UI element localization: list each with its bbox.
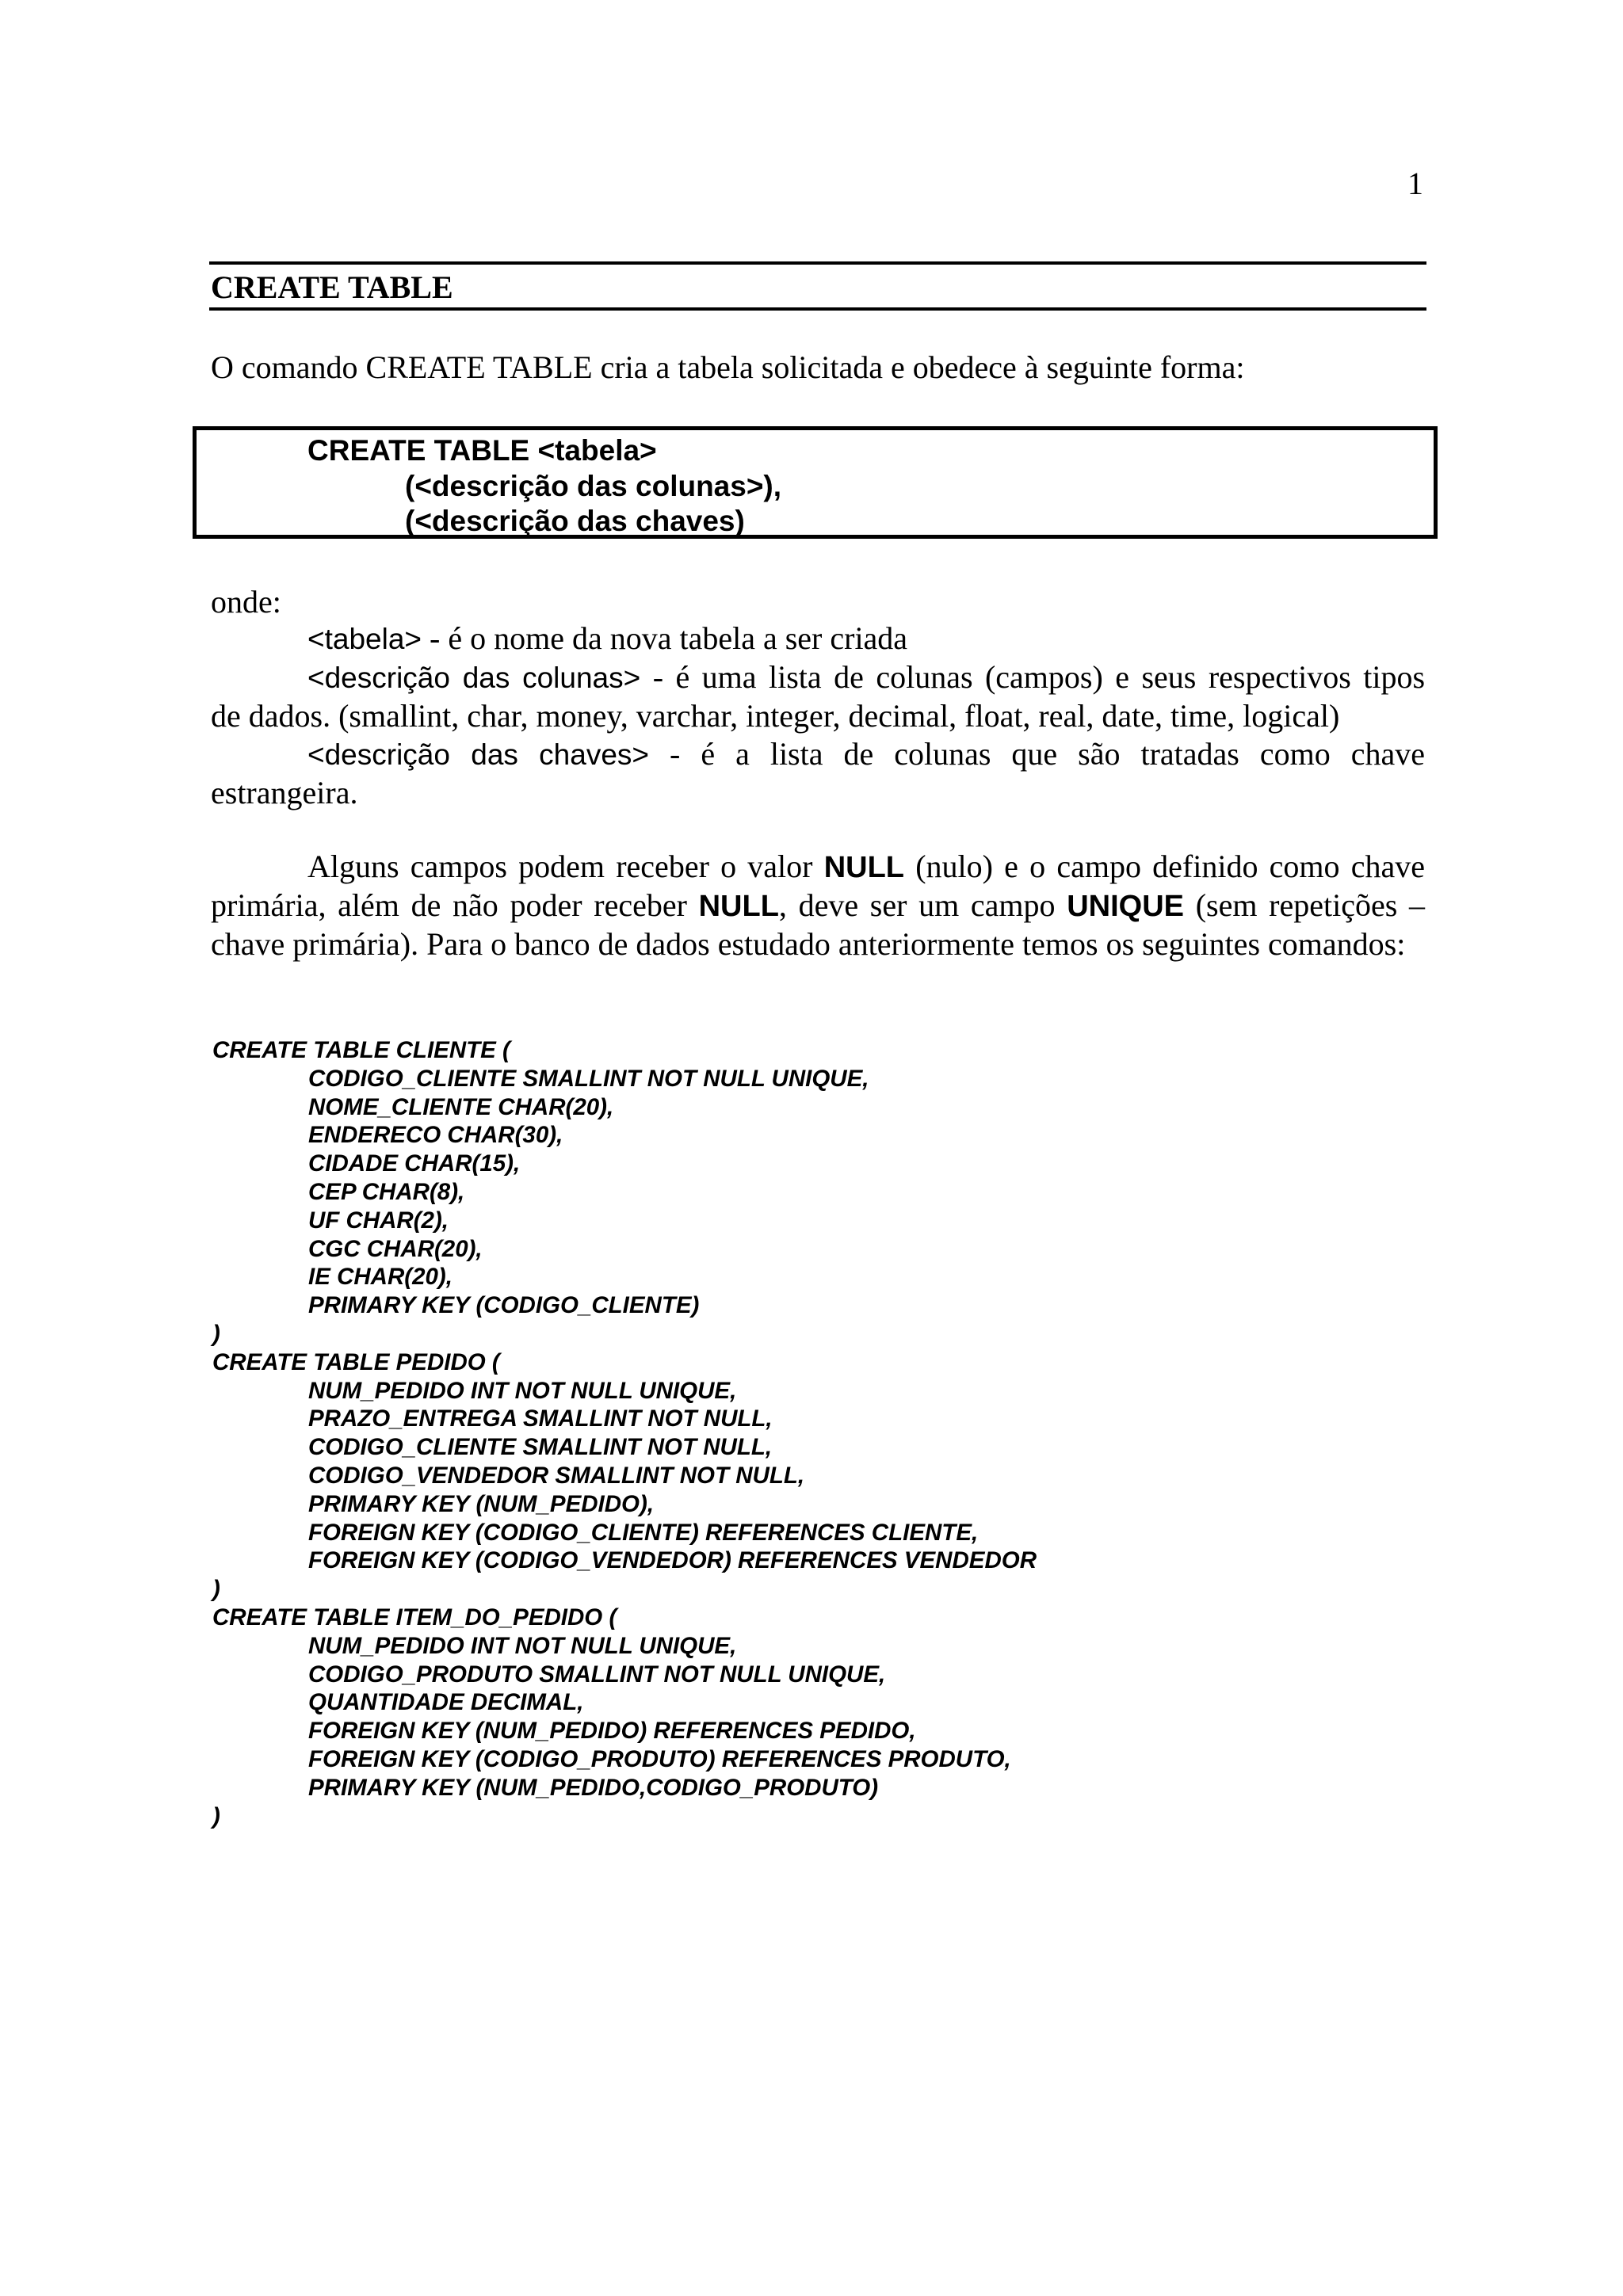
definitions-block: [211, 620, 1425, 812]
definition-tabela: [211, 620, 1425, 658]
definition-chaves: [211, 735, 1425, 774]
code-line: CODIGO_VENDEDOR SMALLINT NOT NULL,: [308, 1462, 805, 1489]
code-line: CREATE TABLE ITEM_DO_PEDIDO (: [212, 1604, 617, 1630]
keyword-unique: UNIQUE: [1067, 890, 1185, 923]
code-line: NOME_CLIENTE CHAR(20),: [308, 1093, 614, 1120]
definition-colunas-text-1: - é uma lista de colunas (campos) e seus respectivos tipos: [640, 659, 1426, 695]
definition-colunas: [211, 658, 1425, 697]
code-line: PRAZO_ENTREGA SMALLINT NOT NULL,: [308, 1405, 773, 1432]
definition-colunas-continued: de dados. (smallint, char, money, varchar, integer, decimal, float, real, date, time, logical): [211, 698, 1340, 734]
code-line: CODIGO_CLIENTE SMALLINT NOT NULL,: [308, 1434, 773, 1461]
term-tabela: <tabela>: [307, 623, 422, 655]
definition-tabela-text: - é o nome da nova tabela a ser criada: [422, 620, 908, 656]
code-line: FOREIGN KEY (CODIGO_PRODUTO) REFERENCES PRODUTO,: [308, 1745, 1011, 1772]
title-rule-bottom: [209, 307, 1426, 311]
code-line: ): [212, 1802, 220, 1829]
code-line: NUM_PEDIDO INT NOT NULL UNIQUE,: [308, 1377, 737, 1404]
code-line: ): [212, 1320, 220, 1347]
code-line: FOREIGN KEY (CODIGO_VENDEDOR) REFERENCES VENDEDOR: [308, 1547, 1037, 1574]
code-line: UF CHAR(2),: [308, 1207, 449, 1234]
sql-code-block: [212, 1036, 1037, 1830]
page-number: 1: [1407, 166, 1423, 201]
code-line: QUANTIDADE DECIMAL,: [308, 1689, 584, 1716]
paragraph-text-2: (nulo) e o campo definido como chave primária, além de não poder receber: [211, 849, 1426, 923]
code-line: NUM_PEDIDO INT NOT NULL UNIQUE,: [308, 1632, 737, 1659]
syntax-box: [193, 426, 1438, 539]
code-line: ): [212, 1576, 220, 1603]
syntax-line-1: CREATE TABLE <tabela>: [307, 434, 657, 467]
syntax-line-2: (<descrição das colunas>),: [405, 470, 782, 502]
code-line: CREATE TABLE CLIENTE (: [212, 1037, 510, 1063]
definition-chaves-text-1: - é a lista de colunas que são tratadas como chave: [649, 736, 1425, 772]
code-line: CGC CHAR(20),: [308, 1235, 483, 1262]
syntax-line-3: (<descrição das chaves): [405, 505, 745, 537]
code-line: ENDERECO CHAR(30),: [308, 1122, 563, 1149]
title-rule-top: [209, 261, 1426, 265]
code-line: FOREIGN KEY (NUM_PEDIDO) REFERENCES PEDIDO,: [308, 1718, 916, 1745]
code-line: CEP CHAR(8),: [308, 1178, 465, 1205]
code-line: PRIMARY KEY (CODIGO_CLIENTE): [308, 1292, 700, 1319]
code-line: CODIGO_CLIENTE SMALLINT NOT NULL UNIQUE,: [308, 1065, 869, 1092]
code-line: IE CHAR(20),: [308, 1264, 453, 1291]
paragraph-text-1: Alguns campos podem receber o valor: [307, 849, 824, 884]
term-chaves: <descrição das chaves>: [307, 738, 650, 771]
keyword-null-1: NULL: [823, 851, 905, 884]
onde-label: onde:: [211, 584, 281, 620]
definition-chaves-continued: estrangeira.: [211, 775, 358, 810]
paragraph-text-4: (sem repetições – chave primária). Para o banco de dados estudado anteriormente temos os seguintes comandos:: [211, 887, 1425, 962]
code-line: PRIMARY KEY (NUM_PEDIDO),: [308, 1490, 655, 1517]
section-title: CREATE TABLE: [211, 269, 453, 305]
code-line: CIDADE CHAR(15),: [308, 1150, 521, 1177]
code-line: CREATE TABLE PEDIDO (: [212, 1348, 500, 1375]
keyword-null-2: NULL: [698, 890, 779, 923]
code-line: PRIMARY KEY (NUM_PEDIDO,CODIGO_PRODUTO): [308, 1774, 879, 1801]
null-unique-paragraph: [211, 848, 1425, 963]
code-line: FOREIGN KEY (CODIGO_CLIENTE) REFERENCES CLIENTE,: [308, 1519, 979, 1546]
intro-text: O comando CREATE TABLE cria a tabela solicitada e obedece à seguinte forma:: [211, 349, 1245, 385]
code-line: CODIGO_PRODUTO SMALLINT NOT NULL UNIQUE,: [308, 1661, 886, 1688]
paragraph-text-3: , deve ser um campo: [778, 887, 1067, 923]
term-colunas: <descrição das colunas>: [307, 662, 641, 694]
